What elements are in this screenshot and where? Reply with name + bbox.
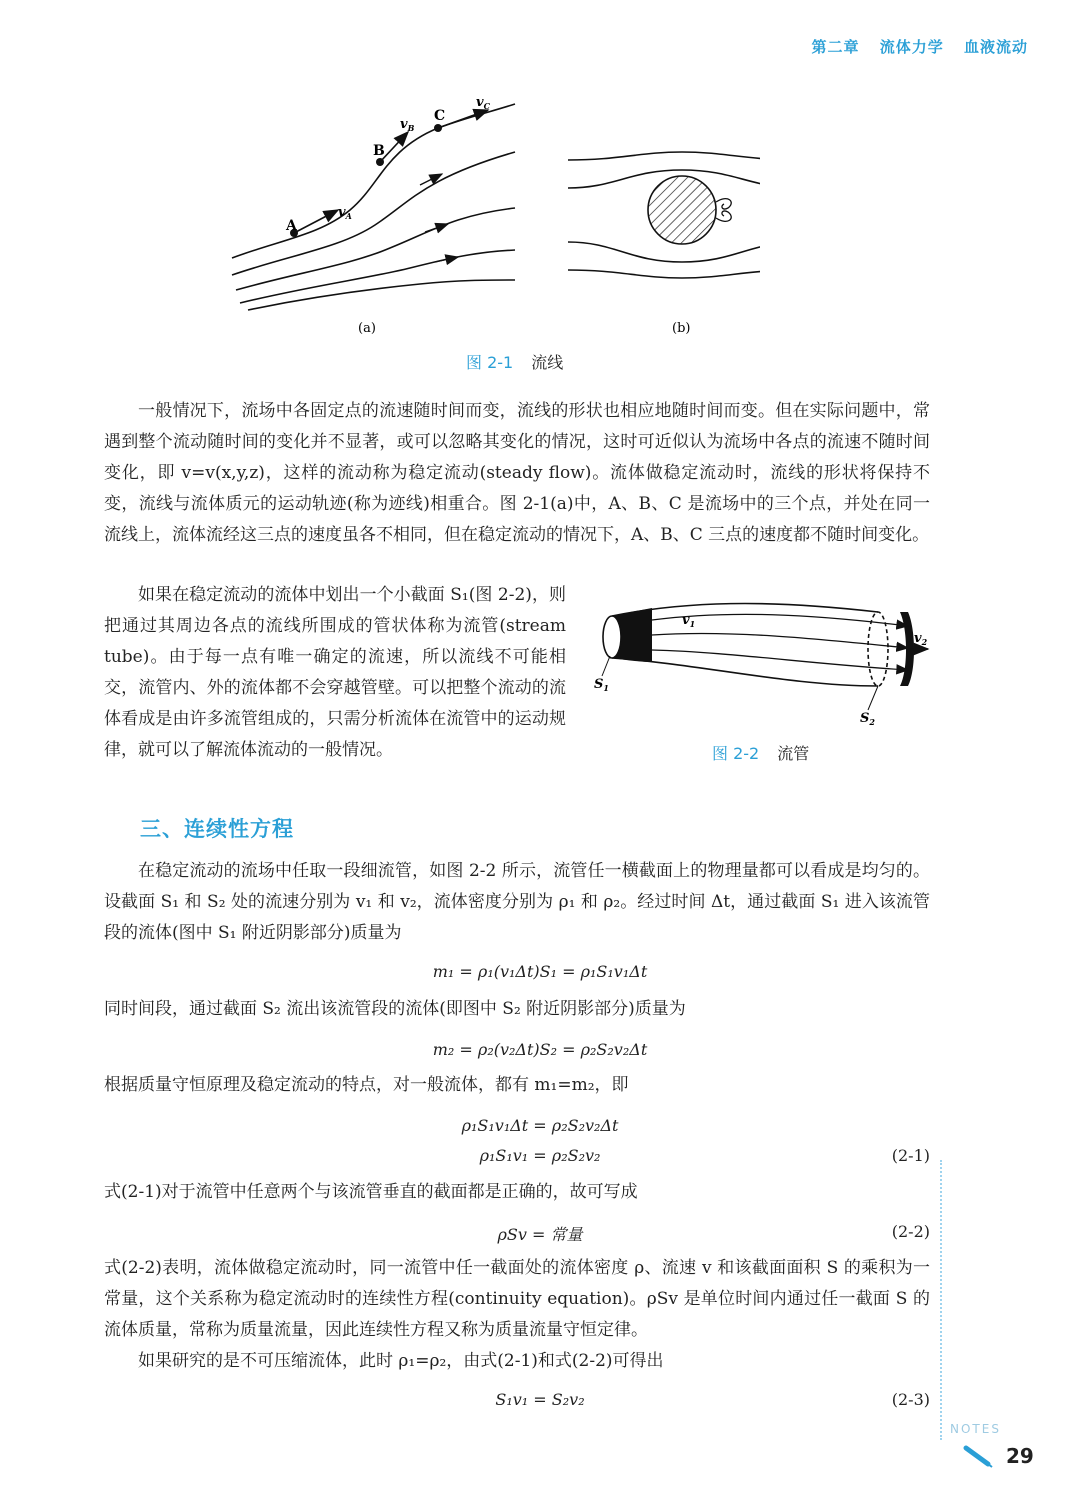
vc-label: v [476,95,484,110]
pen-icon [962,1444,996,1470]
vb-sub: B [407,123,415,133]
equation-2-2-number: (2-2) [891,1222,930,1241]
section-heading: 三、连续性方程 [140,817,294,841]
equation-2-2: ρSv = 常量 [497,1225,583,1244]
svg-text:v2 [914,631,928,647]
point-a-label: A [286,218,297,234]
figure-2-1-title: 流线 [531,353,564,372]
equation-m2: m₂ = ρ₂(v₂Δt)S₂ = ρ₂S₂v₂Δt [432,1040,648,1059]
v1-sub: 1 [689,619,696,629]
figure-2-2-title: 流管 [777,744,810,763]
figure-2-2-number: 图 2-2 [712,744,760,763]
point-b-label: B [373,143,385,159]
paragraph-7: 式(2-2)表明，流体做稳定流动时，同一流管中任一截面处的流体密度 ρ、流速 v 和该截面面积 S 的乘积为一常量，这个关系称为稳定流动时的连续性方程(continuity equation)。ρSv 是单位时间内通过任一截面 S 的流体质量，常称为质量流量，因此连续性方程又称为质量流量守恒定律。 [104,1258,930,1340]
svg-text:vC [476,95,491,111]
paragraph-4: 同时间段，通过截面 S₂ 流出该流管段的流体(即图中 S₂ 附近阴影部分)质量为 [104,999,686,1019]
point-c-label: C [434,108,446,124]
figure-2-2-caption [712,741,809,764]
notes-margin-line [940,1160,942,1440]
equation-2-1: ρ₁S₁v₁ = ρ₂S₂v₂ [479,1146,601,1165]
svg-text:vB [400,117,415,133]
point-b-dot [376,158,384,166]
paragraph-3: 在稳定流动的流场中任取一段细流管，如图 2-2 所示，流管任一横截面上的物理量都可以看成是均匀的。设截面 S₁ 和 S₂ 处的流速分别为 v₁ 和 v₂，流体密度分别为 ρ₁ 和 ρ₂。经过时间 Δt，通过截面 S₁ 进入该流管段的流体(图中 S₁ 附近阴影部分)质量为 [104,861,930,943]
paragraph-8: 如果研究的是不可压缩流体，此时 ρ₁=ρ₂，由式(2-1)和式(2-2)可得出 [138,1351,664,1371]
vb-label: v [400,117,408,132]
s1-section [603,616,621,658]
v1-label: v [682,613,690,628]
figure-2-1 [220,90,760,350]
equation-2-1-number: (2-1) [891,1146,930,1165]
equation-2-3-number: (2-3) [891,1390,930,1409]
running-header [797,36,1028,57]
svg-text:vA [338,205,352,221]
wake-eddies [716,199,731,222]
points [290,124,442,237]
streamlines-a [232,104,515,310]
v2-label: v [914,631,922,646]
stream-arrows [420,174,458,262]
paragraph-1: 一般情况下，流场中各固定点的流速随时间而变，流线的形状也相应地随时间而变。但在实际问题中，常遇到整个流动随时间的变化并不显著，或可以忽略其变化的情况，这时可近似认为流场中各点的流速不随时间变化，即 v=v(x,y,z)，这样的流动称为稳定流动(steady flow)。流体做稳定流动时，流线的形状将保持不变，流线与流体质元的运动轨迹(称为迹线)相重合。图 2-1(a)中，A、B、C 是流场中的三个点，并处在同一流线上，流体流经这三点的速度虽各不相同，但在稳定流动的情况下，A、B、C 三点的速度都不随时间变化。 [104,401,930,545]
header-section-1: 流体力学 [879,38,944,56]
svg-text:S2 [860,711,875,727]
chapter-label: 第二章 [811,38,860,56]
label-a: (a) [358,321,376,336]
header-section-2: 血液流动 [963,38,1028,56]
s2-label: S [860,711,870,726]
s2-sub: 2 [869,717,875,727]
paragraph-6: 式(2-1)对于流管中任意两个与该流管垂直的截面都是正确的，故可写成 [104,1182,638,1202]
label-b: (b) [672,321,691,336]
figure-2-1-caption [466,350,563,373]
figure-2-2 [590,590,940,730]
notes-label: NOTES [950,1422,1001,1436]
cylinder [648,176,716,244]
equation-mass-balance: ρ₁S₁v₁Δt = ρ₂S₂v₂Δt [461,1116,619,1135]
v2-sub: 2 [921,637,928,647]
va-label: v [338,205,346,220]
s1-sub: 1 [603,683,609,693]
vc-sub: C [483,101,490,111]
page-number: 29 [1006,1444,1034,1468]
va-sub: A [345,211,352,221]
equation-m1: m₁ = ρ₁(v₁Δt)S₁ = ρ₁S₁v₁Δt [432,962,648,981]
point-c-dot [434,124,442,132]
paragraph-5: 根据质量守恒原理及稳定流动的特点，对一般流体，都有 m₁=m₂，即 [104,1075,629,1095]
svg-text:S1 [594,677,609,693]
equation-2-3: S₁v₁ = S₂v₂ [495,1390,585,1409]
s1-label: S [594,677,604,692]
figure-2-1-number: 图 2-1 [466,353,514,372]
paragraph-2: 如果在稳定流动的流体中划出一个小截面 S₁(图 2-2)，则把通过其周边各点的流线所围成的管状体称为流管(stream tube)。由于每一点有唯一确定的流速，所以流线不可能相交，流管内、外的流体都不会穿越管壁。可以把整个流动的流体看成是由许多流管组成的，只需分析流体在流管中的运动规律，就可以了解流体流动的一般情况。 [104,585,566,760]
